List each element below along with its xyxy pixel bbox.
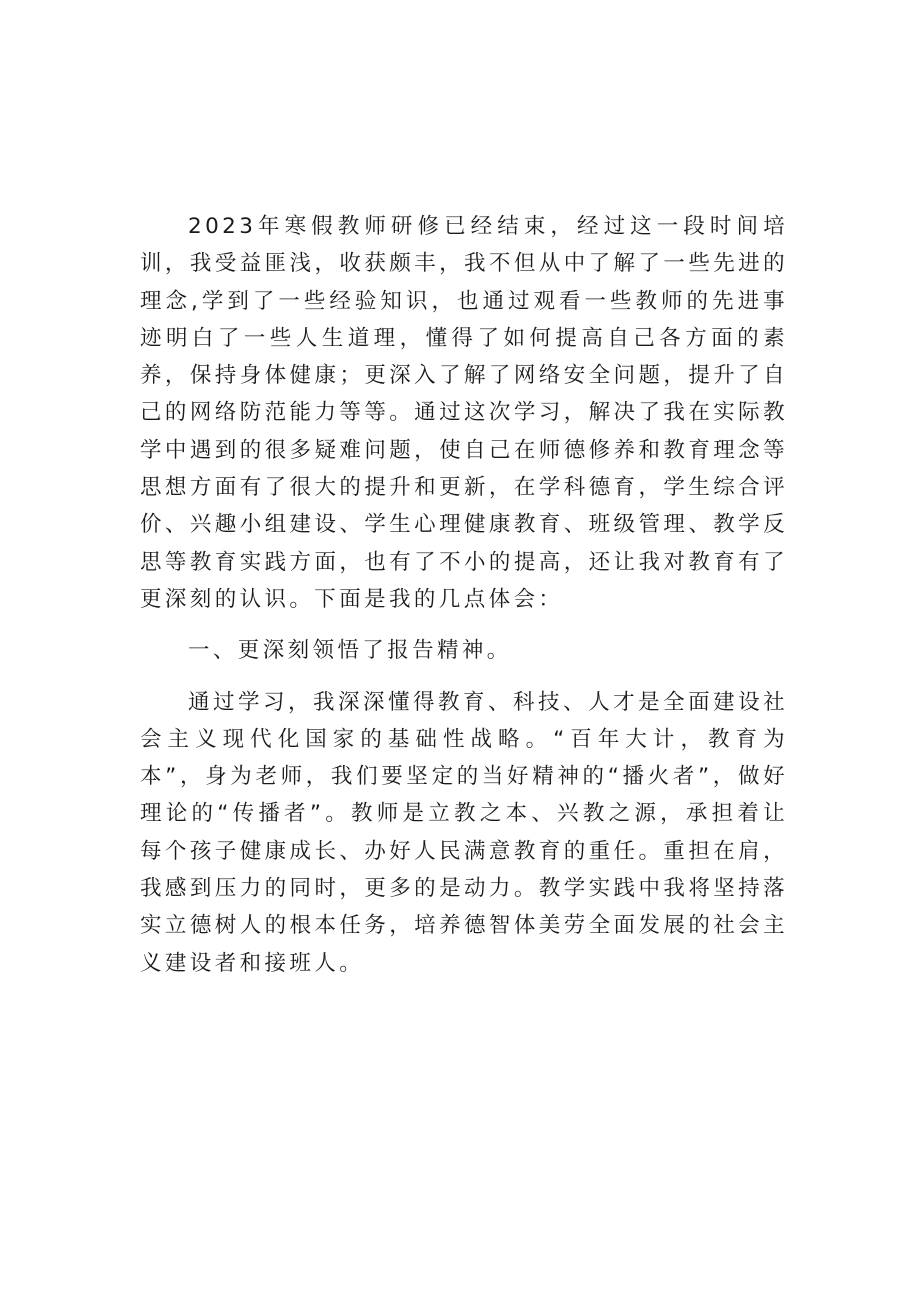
paragraph-intro: 2023年寒假教师研修已经结束，经过这一段时间培训，我受益匪浅，收获颇丰，我不但从中了解了一些先进的理念,学到了一些经验知识，也通过观看一些教师的先进事迹明白了一些人生道理，懂得了如何提高自己各方面的素养，保持身体健康；更深入了解了网络安全问题，提升了自己的网络防范能力等等。通过这次学习，解决了我在实际教学中遇到的很多疑难问题，使自己在师德修养和教育理念等思想方面有了很大的提升和更新，在学科德育，学生综合评价、兴趣小组建设、学生心理健康教育、班级管理、教学反思等教育实践方面，也有了不小的提高，还让我对教育有了更深刻的认识。下面是我的几点体会：: [140, 214, 788, 612]
paragraph-section-1: 通过学习，我深深懂得教育、科技、人才是全面建设社会主义现代化国家的基础性战略。“百年大计，教育为本”，身为老师，我们要坚定的当好精神的“播火者”，做好理论的“传播者”。教师是立教之本、兴教之源，承担着让每个孩子健康成长、办好人民满意教育的重任。重担在肩，我感到压力的同时，更多的是动力。教学实践中我将坚持落实立德树人的根本任务，培养德智体美劳全面发展的社会主义建设者和接班人。: [140, 689, 788, 976]
document-body: [140, 208, 788, 982]
section-heading-1: 一、更深刻领悟了报告精神。: [188, 638, 512, 664]
